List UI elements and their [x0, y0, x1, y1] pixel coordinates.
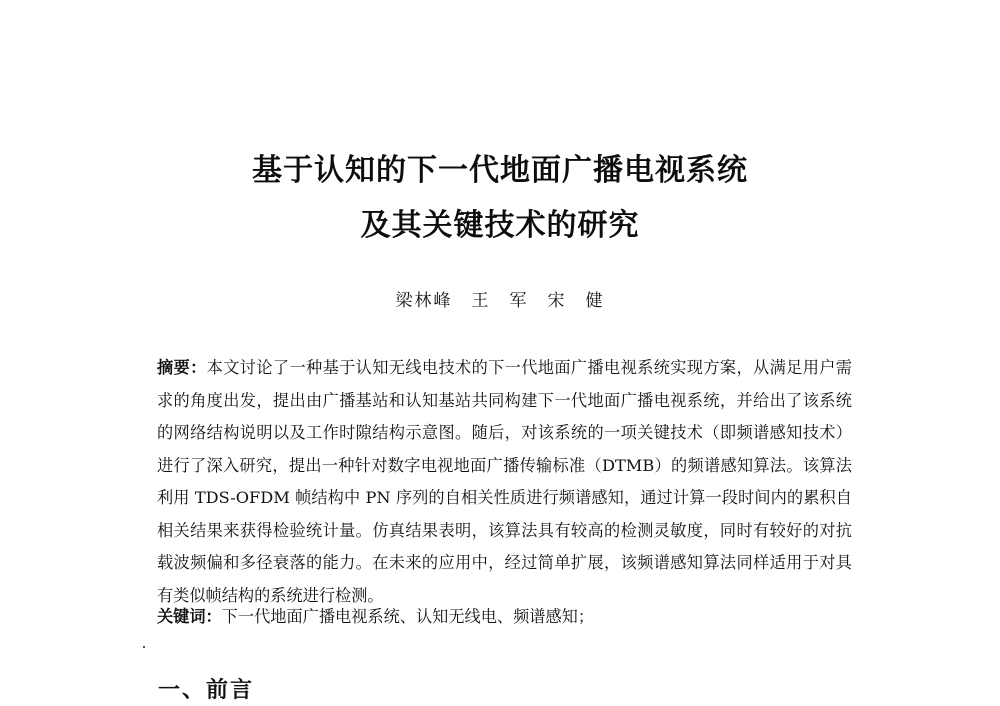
abstract-text: 本文讨论了一种基于认知无线电技术的下一代地面广播电视系统实现方案，从满足用户需求的角度出发，提出由广播基站和认知基站共同构建下一代地面广播电视系统，并给出了该系统的网络结构说明以及工作时隙结构示意图。随后，对该系统的一项关键技术（即频谱感知技术）进行了深入研究，提出一种针对数字电视地面广播传输标准（DTMB）的频谱感知算法。该算法利用 TDS-OFDM 帧结构中 PN 序列的自相关性质进行频谱感知，通过计算一段时间内的累积自相关结果来获得检验统计量。仿真结果表明，该算法具有较高的检测灵敏度，同时有较好的对抗载波频偏和多径衰落的能力。在未来的应用中，经过简单扩展，该频谱感知算法同样适用于对具有类似帧结构的系统进行检测。 [157, 358, 852, 605]
author-list: 梁林峰 王 军 宋 健 [395, 291, 605, 311]
keywords [157, 603, 852, 631]
keywords-label: 关键词： [157, 607, 222, 626]
abstract-label: 摘要： [157, 358, 207, 377]
paper-title-line-1: 基于认知的下一代地面广播电视系统 [252, 153, 748, 188]
paper-title-line-2: 及其关键技术的研究 [360, 208, 640, 243]
stray-dot [143, 646, 145, 648]
abstract [157, 352, 852, 612]
section-heading: 一、前言 [158, 678, 255, 703]
keywords-text: 下一代地面广播电视系统、认知无线电、频谱感知； [221, 607, 595, 626]
